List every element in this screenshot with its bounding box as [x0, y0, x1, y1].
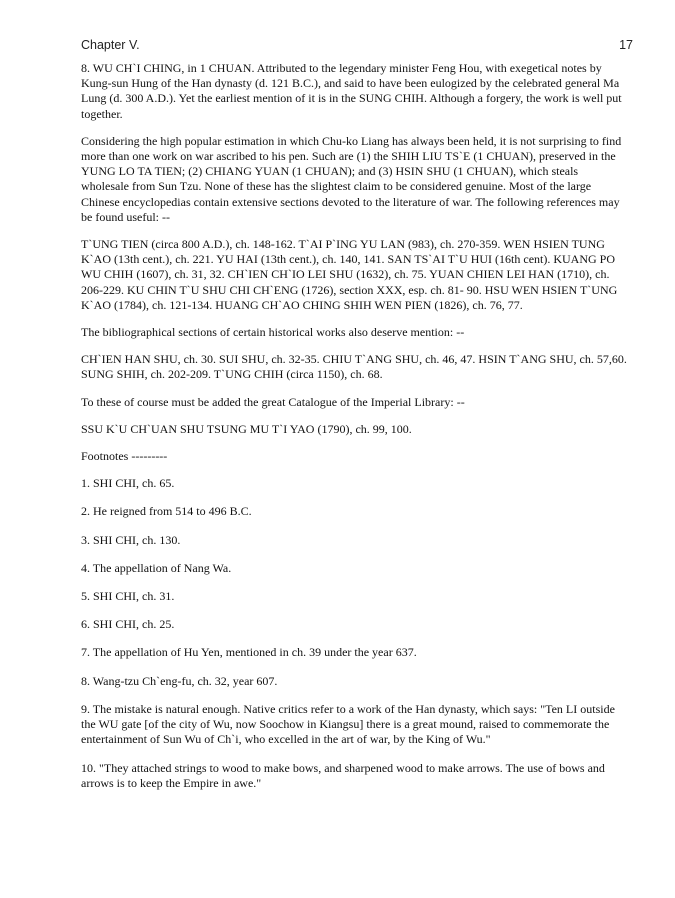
paragraph-wu-chi-ching: 8. WU CH`I CHING, in 1 CHUAN. Attributed to the legendary minister Feng Hou, with exegetical notes by Kung-sun Hung of the Han dynasty (d. 121 B.C.), and said to have been eulogized by the celebrated general Ma Lung (d. 300 A.D.). Yet the earliest mention of it is in the SUNG CHIH. Although a forgery, the work is well put together.: [81, 61, 622, 121]
page-number: 17: [619, 38, 633, 52]
footnote-2: 2. He reigned from 514 to 496 B.C.: [81, 504, 252, 519]
footnote-7: 7. The appellation of Hu Yen, mentioned in ch. 39 under the year 637.: [81, 645, 417, 660]
chapter-title: Chapter V.: [81, 38, 140, 52]
paragraph-catalogue-intro: To these of course must be added the great Catalogue of the Imperial Library: --: [81, 394, 465, 409]
paragraph-historical-works: CH`IEN HAN SHU, ch. 30. SUI SHU, ch. 32-35. CHIU T`ANG SHU, ch. 46, 47. HSIN T`ANG SHU, ch. 57,60. SUNG SHIH, ch. 202-209. T`UNG CHIH (circa 1150), ch. 68.: [81, 352, 627, 382]
page-body: [81, 61, 629, 804]
paragraph-catalogue: SSU K`U CH`UAN SHU TSUNG MU T`I YAO (1790), ch. 99, 100.: [81, 421, 412, 436]
footnote-8: 8. Wang-tzu Ch`eng-fu, ch. 32, year 607.: [81, 673, 278, 688]
paragraph-bibliographical-intro: The bibliographical sections of certain historical works also deserve mention: --: [81, 325, 465, 340]
paragraph-chu-ko-liang: Considering the high popular estimation in which Chu-ko Liang has always been held, it is not surprising to find more than one work on war ascribed to his pen. Such are (1) the SHIH LIU TS`E (1 CHUAN), preserved in the YUNG LO TA TIEN; (2) CHIANG YUAN (1 CHUAN); and (3) HSIN SHU (1 CHUAN), which steals wholesale from Sun Tzu. None of these has the slightest claim to be considered genuine. Most of the large Chinese encyclopedias contain extensive sections devoted to the literature of war. The following references may be found useful: --: [81, 133, 622, 224]
footnote-4: 4. The appellation of Nang Wa.: [81, 560, 232, 575]
footnote-5: 5. SHI CHI, ch. 31.: [81, 589, 175, 604]
paragraph-encyclopedia-references: T`UNG TIEN (circa 800 A.D.), ch. 148-162. T`AI P`ING YU LAN (983), ch. 270-359. WEN HSIEN TUNG K`AO (13th cent.), ch. 221. YU HAI (13th cent.), ch. 140, 141. SAN TS`AI T`U HUI (16th cent). KUANG PO WU CHIH (1607), ch. 31, 32. CH`IEN CH`IO LEI SHU (1632), ch. 75. YUAN CHIEN LEI HAN (1710), ch. 206-229. KU CHIN T`U SHU CHI CH`ENG (1726), section XXX, esp. ch. 81- 90. HSU WEN HSIEN T`UNG K`AO (1784), ch. 121-134. HUANG CH`AO CHING SHIH WEN PIEN (1826), ch. 76, 77.: [81, 237, 618, 312]
footnote-10: 10. "They attached strings to wood to make bows, and sharpened wood to make arrows. The use of bows and arrows is to keep the Empire in awe.": [81, 760, 605, 790]
footnotes-heading: Footnotes ---------: [81, 449, 168, 464]
page-header: [81, 38, 633, 56]
footnote-3: 3. SHI CHI, ch. 130.: [81, 532, 181, 547]
footnote-1: 1. SHI CHI, ch. 65.: [81, 476, 175, 491]
footnote-9: 9. The mistake is natural enough. Native critics refer to a work of the Han dynasty, which says: "Ten LI outside the WU gate [of the city of Wu, now Soochow in Kiangsu] there is a great mound, raised to commemorate the entertainment of Sun Wu of Ch`i, who excelled in the art of war, by the King of Wu.": [81, 701, 615, 747]
footnote-6: 6. SHI CHI, ch. 25.: [81, 617, 175, 632]
